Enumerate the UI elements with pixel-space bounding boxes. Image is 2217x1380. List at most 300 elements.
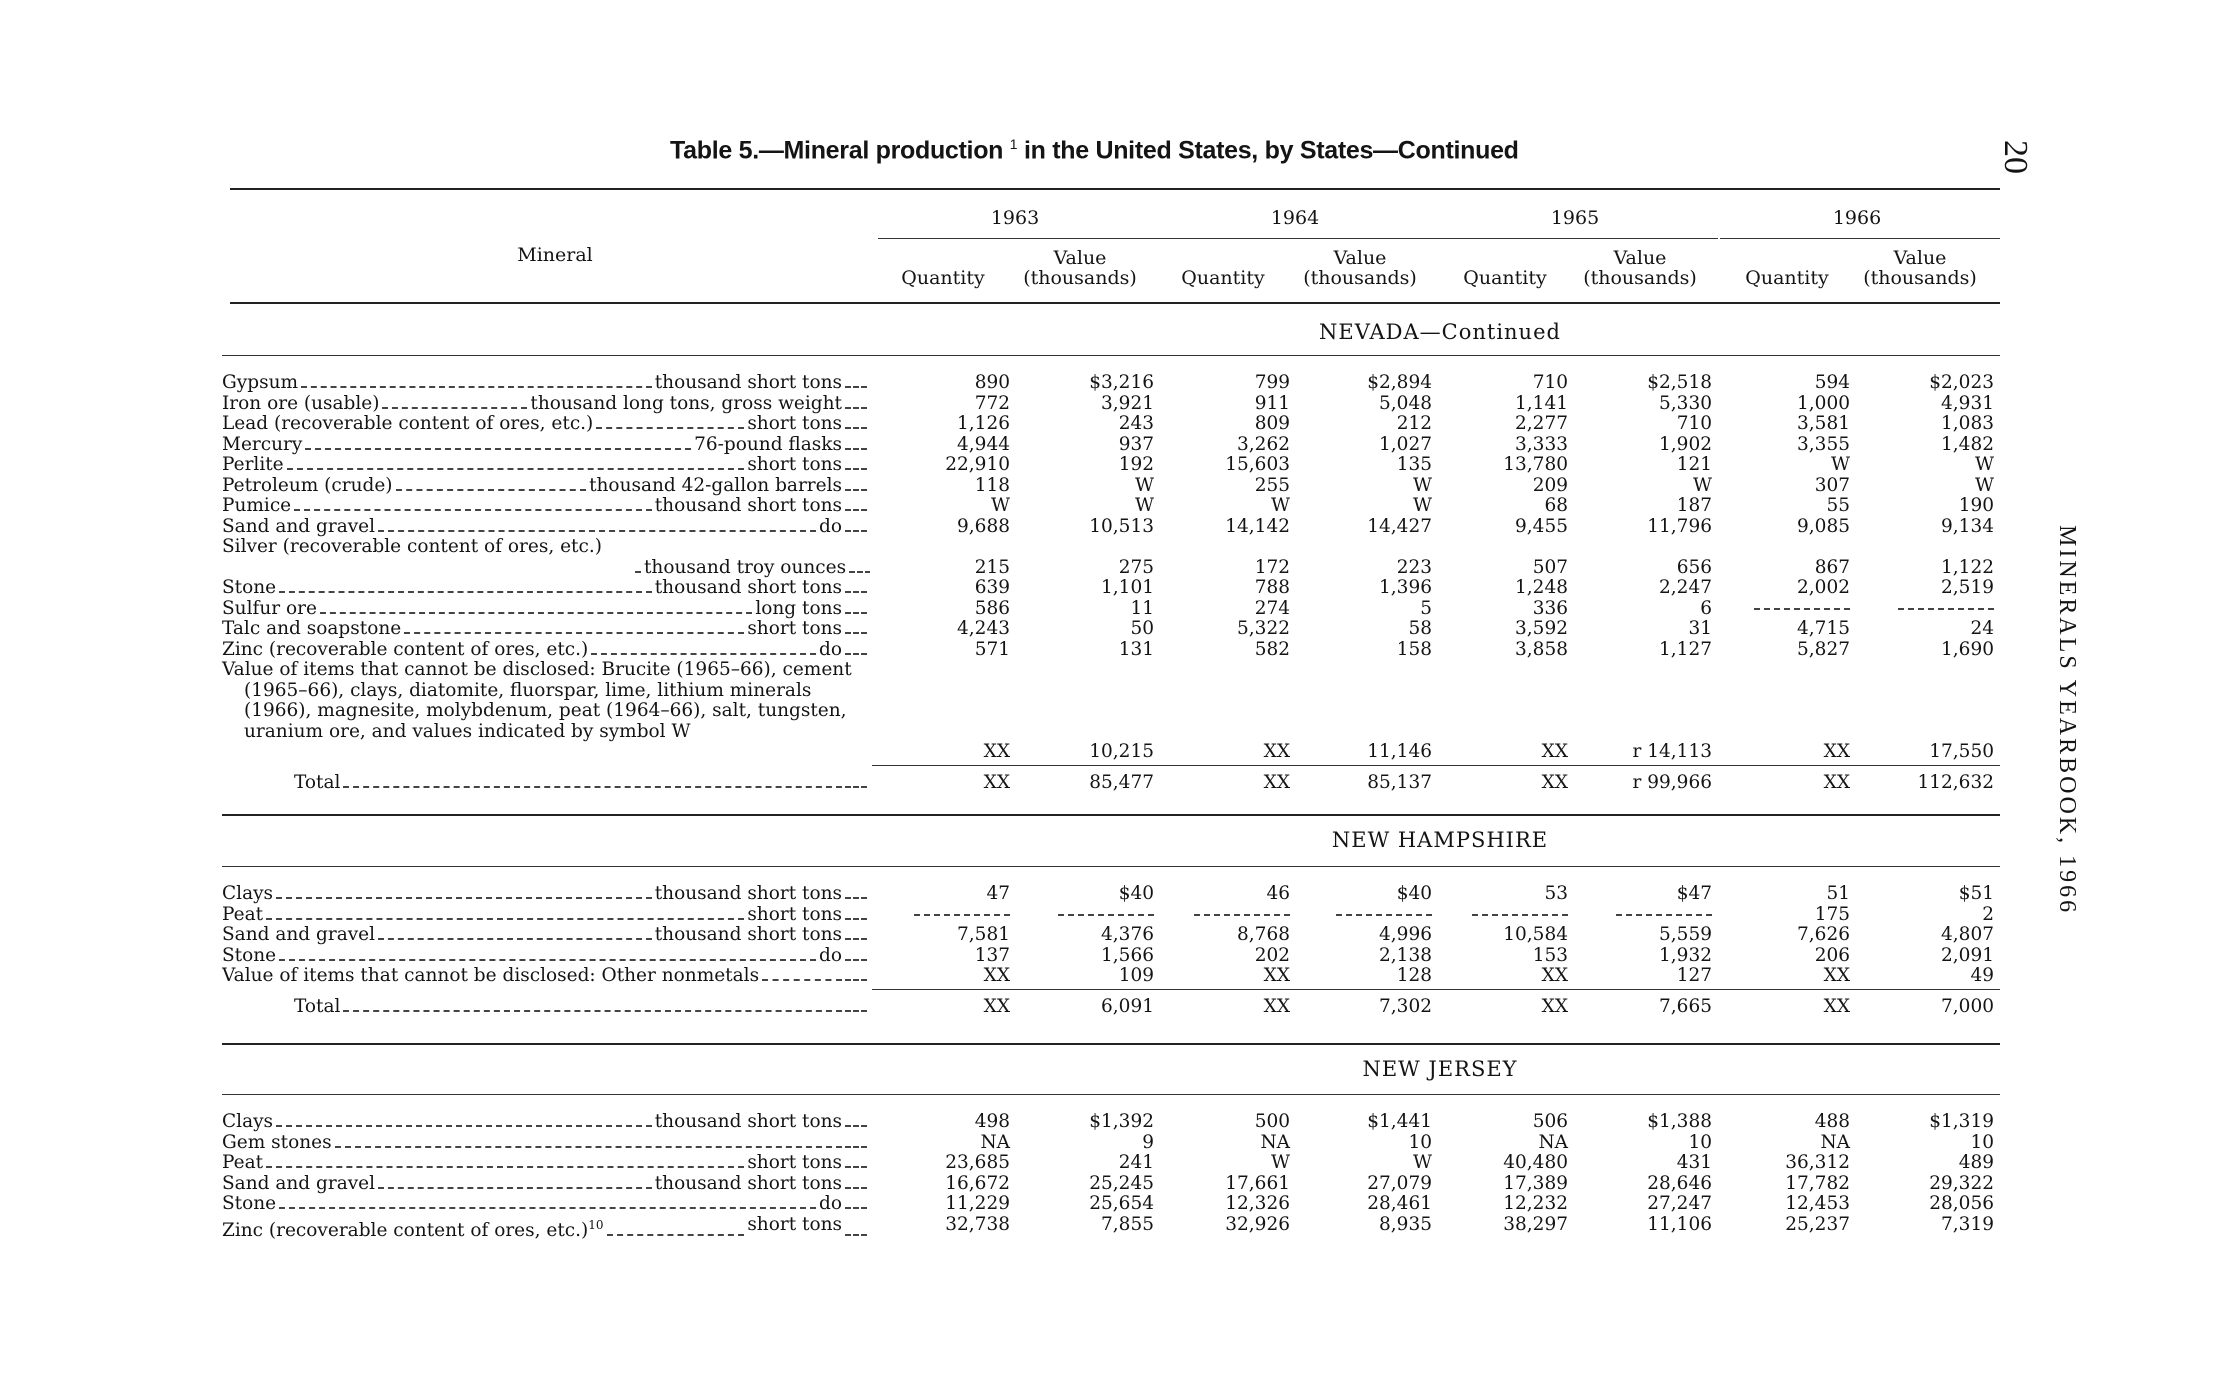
- quantity-cell: 1,000: [1797, 392, 1850, 414]
- value-cell: 5,559: [1659, 924, 1712, 945]
- quantity-cell: 799: [1254, 372, 1290, 393]
- dot-leader-tail: [845, 455, 867, 470]
- value-cell: W: [1974, 474, 1994, 496]
- value-cell: 4,807: [1941, 924, 1994, 945]
- quantity-cell: XX: [1823, 741, 1850, 762]
- quantity-cell: 867: [1814, 556, 1850, 578]
- value-cell: 58: [1408, 618, 1432, 639]
- value-cell: 1,932: [1659, 944, 1712, 966]
- dot-leader: [279, 946, 816, 961]
- dot-leader-tail: [845, 773, 867, 788]
- row-name: Petroleum (crude): [222, 475, 393, 496]
- row-unit: thousand long tons, gross weight: [530, 393, 842, 414]
- dot-leader-tail: [845, 925, 867, 940]
- dot-leader-tail: [845, 640, 867, 655]
- quantity-cell: 16,672: [945, 1172, 1010, 1194]
- quantity-cell: 307: [1814, 474, 1850, 496]
- value-cell: 109: [1118, 965, 1154, 986]
- quantity-cell: 274: [1254, 597, 1290, 619]
- row-name: Stone: [222, 1194, 277, 1214]
- value-cell: 275: [1118, 556, 1154, 578]
- dot-leader-tail: [845, 1194, 867, 1209]
- row-label-line: [222, 496, 870, 516]
- quantity-cell: NA: [1820, 1131, 1850, 1153]
- quantity-cell: 215: [974, 556, 1010, 578]
- year-header: 1963: [990, 207, 1040, 229]
- row-label-text: Value of items that cannot be disclosed: Brucite (1965–66), cement (1965–66), clays, diatomite, fluorspar, lime, lithium minerals (1966), magnesite, molybdenum, peat (1964–66), salt, tungsten, uranium ore, and values indicated by symbol W: [222, 659, 852, 742]
- quantity-cell: 2,002: [1797, 577, 1850, 598]
- value-cell: 7,000: [1941, 995, 1994, 1017]
- quantity-cell: 17,782: [1785, 1172, 1850, 1194]
- total-rule: [872, 765, 2000, 766]
- value-cell: W: [1692, 474, 1712, 496]
- value-cell: $2,023: [1929, 372, 1994, 393]
- blank-dash: [1898, 608, 1994, 610]
- value-cell: 11,146: [1367, 741, 1432, 762]
- value-cell: 7,665: [1659, 995, 1712, 1017]
- dot-leader-tail: [845, 946, 867, 961]
- row-label-line: [222, 619, 870, 639]
- quantity-cell: 9,688: [957, 515, 1010, 537]
- state-rule: [222, 1094, 2000, 1095]
- quantity-cell: XX: [1541, 995, 1568, 1017]
- value-cell: 3,921: [1101, 392, 1154, 414]
- quantity-cell: NA: [1538, 1131, 1568, 1153]
- value-cell: 243: [1118, 413, 1154, 434]
- value-cell: W: [1412, 1152, 1432, 1173]
- value-cell: $3,216: [1089, 372, 1154, 393]
- row-label-line: [222, 1194, 870, 1214]
- quantity-cell: NA: [1260, 1131, 1290, 1153]
- value-cell: 11: [1130, 597, 1154, 619]
- quantity-cell: 68: [1544, 495, 1568, 516]
- quantity-cell: 32,926: [1225, 1213, 1290, 1235]
- state-heading: NEW HAMPSHIRE: [1331, 828, 1549, 852]
- dot-leader: [591, 640, 816, 655]
- dot-leader-tail: [845, 1174, 867, 1189]
- dot-leader-tail: [845, 1133, 867, 1148]
- row-label-line: [222, 1215, 870, 1241]
- value-cell: 223: [1396, 556, 1432, 578]
- row-unit: short tons: [747, 619, 842, 639]
- value-cell: 937: [1118, 433, 1154, 455]
- row-name: Perlite: [222, 455, 284, 475]
- row-name: Zinc (recoverable content of ores, etc.): [222, 639, 589, 660]
- dot-leader-tail: [845, 1112, 867, 1127]
- row-label-line: [222, 414, 870, 434]
- quantity-cell: 9,085: [1797, 515, 1850, 537]
- row-label-line: [222, 558, 870, 578]
- blank-dash: [1616, 914, 1712, 916]
- value-cell: 158: [1396, 638, 1432, 660]
- value-cell: $1,392: [1089, 1111, 1154, 1132]
- quantity-cell: XX: [1263, 741, 1290, 762]
- dot-leader: [276, 1112, 652, 1127]
- value-cell: 11,106: [1647, 1213, 1712, 1235]
- header-bottom-rule: [230, 302, 2000, 304]
- value-cell: 1,566: [1101, 944, 1154, 966]
- value-header: Value (thousands): [1863, 247, 1977, 289]
- section-rule: [222, 1043, 2000, 1045]
- quantity-cell: W: [1830, 454, 1850, 475]
- value-cell: 131: [1118, 638, 1154, 660]
- state-rule: [222, 355, 2000, 356]
- value-cell: 25,245: [1089, 1172, 1154, 1194]
- row-label-line: [222, 640, 870, 660]
- row-label-line: [222, 905, 870, 925]
- quantity-cell: XX: [1263, 771, 1290, 793]
- row-name: Talc and soapstone: [222, 619, 402, 639]
- value-cell: 10: [1970, 1131, 1994, 1153]
- quantity-cell: 38,297: [1503, 1213, 1568, 1235]
- dot-leader: [607, 1215, 745, 1236]
- dot-leader-tail: [845, 1215, 867, 1236]
- quantity-cell: 8,768: [1237, 924, 1290, 945]
- row-unit: do: [819, 1194, 842, 1214]
- blank-dash: [1754, 608, 1850, 610]
- value-cell: 1,902: [1659, 433, 1712, 455]
- quantity-cell: 3,355: [1797, 433, 1850, 455]
- row-unit: thousand short tons: [654, 578, 842, 598]
- quantity-header: Quantity: [1463, 267, 1547, 289]
- quantity-cell: 17,661: [1225, 1172, 1290, 1194]
- blank-dash: [914, 914, 1010, 916]
- value-cell: 17,550: [1929, 741, 1994, 762]
- quantity-cell: XX: [1823, 995, 1850, 1017]
- quantity-cell: XX: [983, 995, 1010, 1017]
- value-cell: 7,302: [1379, 995, 1432, 1017]
- quantity-cell: 9,455: [1515, 515, 1568, 537]
- dot-leader-tail: [845, 884, 867, 899]
- value-cell: 49: [1970, 965, 1994, 986]
- value-cell: 1,027: [1379, 433, 1432, 455]
- quantity-cell: 710: [1532, 372, 1568, 393]
- row-label-line: [222, 884, 870, 904]
- value-cell: 121: [1676, 454, 1712, 475]
- value-cell: 5: [1420, 597, 1432, 619]
- value-cell: $1,319: [1929, 1111, 1994, 1132]
- year-rule: [1720, 238, 2000, 239]
- dot-leader-tail: [845, 476, 867, 491]
- quantity-cell: 4,715: [1797, 618, 1850, 639]
- dot-leader: [335, 1133, 842, 1148]
- row-name: Clays: [222, 1112, 274, 1132]
- dot-leader-tail: [845, 578, 867, 593]
- value-cell: 1,396: [1379, 577, 1432, 598]
- value-cell: 10,513: [1089, 515, 1154, 537]
- value-cell: 25,654: [1089, 1193, 1154, 1214]
- quantity-cell: 3,592: [1515, 618, 1568, 639]
- total-rule: [872, 989, 2000, 990]
- dot-leader-tail: [845, 517, 867, 532]
- value-cell: 7,855: [1101, 1213, 1154, 1235]
- row-unit: thousand short tons: [654, 1112, 842, 1132]
- row-unit: short tons: [747, 904, 842, 925]
- quantity-header: Quantity: [1745, 267, 1829, 289]
- quantity-cell: 4,944: [957, 433, 1010, 455]
- value-cell: 1,122: [1941, 556, 1994, 578]
- value-cell: 212: [1396, 413, 1432, 434]
- running-head: MINERALS YEARBOOK, 1966: [2054, 525, 2080, 916]
- dot-leader: [343, 997, 842, 1012]
- quantity-cell: XX: [1263, 965, 1290, 986]
- quantity-cell: 498: [974, 1111, 1010, 1132]
- quantity-cell: 137: [974, 944, 1010, 966]
- quantity-cell: W: [1270, 495, 1290, 516]
- dot-leader: [378, 925, 652, 940]
- value-header: Value (thousands): [1023, 247, 1137, 289]
- row-label-line: [222, 1174, 870, 1194]
- value-cell: 5,330: [1659, 392, 1712, 414]
- blank-dash: [1194, 914, 1290, 916]
- value-cell: $1,441: [1367, 1111, 1432, 1132]
- value-cell: 656: [1676, 556, 1712, 578]
- row-name: Sulfur ore: [222, 598, 317, 619]
- value-cell: 112,632: [1917, 771, 1994, 793]
- quantity-cell: 55: [1826, 495, 1850, 516]
- row-label: Silver (recoverable content of ores, etc.): [222, 536, 602, 557]
- row-label-line: [222, 997, 870, 1017]
- value-cell: W: [1412, 495, 1432, 516]
- dot-leader: [596, 414, 744, 429]
- value-cell: 6: [1700, 597, 1712, 619]
- quantity-cell: 175: [1814, 903, 1850, 925]
- dot-leader-tail: [845, 373, 867, 388]
- quantity-cell: 336: [1532, 597, 1568, 619]
- value-cell: 2,091: [1941, 944, 1994, 966]
- value-cell: 28,646: [1647, 1172, 1712, 1194]
- value-cell: 9: [1142, 1131, 1154, 1153]
- dot-leader: [294, 496, 652, 511]
- dot-leader-tail: [845, 414, 867, 429]
- quantity-cell: XX: [1541, 771, 1568, 793]
- row-label-line: [222, 394, 870, 414]
- value-cell: W: [1412, 474, 1432, 496]
- year-rule: [1438, 238, 1718, 239]
- value-cell: 24: [1970, 618, 1994, 639]
- row-name: Sand and gravel: [222, 925, 376, 945]
- quantity-cell: 788: [1254, 577, 1290, 598]
- quantity-cell: XX: [1823, 771, 1850, 793]
- value-cell: $40: [1118, 883, 1154, 904]
- page-number: 20: [1997, 140, 2034, 174]
- row-unit: do: [819, 516, 842, 537]
- quantity-cell: XX: [983, 965, 1010, 986]
- row-label-line: [222, 925, 870, 945]
- row-name: Sand and gravel: [222, 516, 376, 537]
- quantity-cell: 1,141: [1515, 392, 1568, 414]
- quantity-cell: 772: [974, 392, 1010, 414]
- dot-leader-tail: [845, 619, 867, 634]
- quantity-cell: 5,322: [1237, 618, 1290, 639]
- quantity-cell: 639: [974, 577, 1010, 598]
- quantity-cell: 36,312: [1785, 1152, 1850, 1173]
- dot-leader: [279, 1194, 816, 1209]
- quantity-cell: 153: [1532, 944, 1568, 966]
- blank-dash: [1472, 914, 1568, 916]
- row-unit: 76-pound flasks: [694, 434, 842, 455]
- quantity-cell: 571: [974, 638, 1010, 660]
- quantity-cell: 17,389: [1503, 1172, 1568, 1194]
- value-cell: 1,482: [1941, 433, 1994, 455]
- dot-leader: [276, 884, 652, 899]
- value-cell: 85,477: [1089, 771, 1154, 793]
- dot-leader-tail: [845, 599, 867, 614]
- row-unit: thousand 42-gallon barrels: [589, 475, 842, 496]
- year-header: 1966: [1832, 207, 1882, 229]
- quantity-cell: XX: [983, 771, 1010, 793]
- value-cell: 7,319: [1941, 1213, 1994, 1235]
- quantity-cell: 51: [1826, 883, 1850, 904]
- quantity-cell: NA: [980, 1131, 1010, 1153]
- value-cell: 27,247: [1647, 1193, 1712, 1214]
- year-rule: [878, 238, 1158, 239]
- dot-leader: [279, 578, 652, 593]
- mineral-column-header: Mineral: [517, 244, 593, 266]
- dot-leader-tail: [845, 1153, 867, 1168]
- row-unit: short tons: [747, 1153, 842, 1173]
- value-cell: 1,127: [1659, 638, 1712, 660]
- quantity-cell: 7,581: [957, 924, 1010, 945]
- value-cell: $51: [1958, 883, 1994, 904]
- dot-leader: [301, 373, 652, 388]
- quantity-cell: 5,827: [1797, 638, 1850, 660]
- quantity-cell: 1,248: [1515, 577, 1568, 598]
- row-name: Total: [294, 772, 341, 793]
- value-cell: 241: [1118, 1152, 1154, 1173]
- row-name: Iron ore (usable): [222, 393, 380, 414]
- value-cell: 31: [1688, 618, 1712, 639]
- dot-leader-tail: [845, 905, 867, 920]
- row-unit: do: [819, 639, 842, 660]
- quantity-cell: XX: [1263, 995, 1290, 1017]
- quantity-header: Quantity: [1181, 267, 1265, 289]
- footnote-ref: 10: [588, 1217, 604, 1232]
- value-cell: 8,935: [1379, 1213, 1432, 1235]
- quantity-cell: 11,229: [945, 1193, 1010, 1214]
- row-name: Total: [294, 996, 341, 1017]
- value-cell: 135: [1396, 454, 1432, 475]
- value-cell: 489: [1958, 1152, 1994, 1173]
- dot-leader-tail: [849, 558, 870, 573]
- value-cell: 9,134: [1941, 515, 1994, 537]
- value-cell: W: [1134, 495, 1154, 516]
- row-unit: thousand short tons: [654, 925, 842, 945]
- value-cell: W: [1134, 474, 1154, 496]
- dot-leader-tail: [845, 997, 867, 1012]
- quantity-cell: 13,780: [1503, 454, 1568, 475]
- blank-dash: [1336, 914, 1432, 916]
- dot-leader: [378, 1174, 652, 1189]
- quantity-cell: 594: [1814, 372, 1850, 393]
- value-cell: 2,138: [1379, 944, 1432, 966]
- dot-leader: [396, 476, 587, 491]
- row-name: Sand and gravel: [222, 1173, 376, 1194]
- quantity-cell: 582: [1254, 638, 1290, 660]
- quantity-cell: 202: [1254, 944, 1290, 966]
- value-cell: 187: [1676, 495, 1712, 516]
- row-name: Peat: [222, 1153, 264, 1173]
- value-cell: 192: [1118, 454, 1154, 475]
- value-cell: 4,931: [1941, 392, 1994, 414]
- row-unit: short tons: [747, 414, 842, 434]
- row-unit: short tons: [747, 1214, 842, 1235]
- quantity-cell: 3,858: [1515, 638, 1568, 660]
- quantity-cell: W: [1270, 1152, 1290, 1173]
- state-heading: NEVADA—Continued: [1319, 320, 1561, 344]
- value-cell: 4,996: [1379, 924, 1432, 945]
- quantity-cell: 1,126: [957, 413, 1010, 434]
- quantity-cell: 3,262: [1237, 433, 1290, 455]
- blank-dash: [1058, 914, 1154, 916]
- dot-leader: [343, 773, 842, 788]
- quantity-cell: 12,453: [1785, 1193, 1850, 1214]
- dot-leader: [382, 394, 527, 409]
- dot-leader-tail: [845, 496, 867, 511]
- dot-leader: [635, 558, 641, 573]
- quantity-cell: 506: [1532, 1111, 1568, 1132]
- row-label-line: [222, 1112, 870, 1132]
- row-name: Zinc (recoverable content of ores, etc.)$^{10}$: [222, 1217, 604, 1241]
- quantity-cell: 172: [1254, 556, 1290, 578]
- row-label-line: [222, 455, 870, 475]
- quantity-cell: W: [990, 495, 1010, 516]
- quantity-cell: 14,142: [1225, 515, 1290, 537]
- quantity-cell: 15,603: [1225, 454, 1290, 475]
- quantity-cell: 206: [1814, 944, 1850, 966]
- quantity-cell: XX: [1823, 965, 1850, 986]
- value-cell: 2,519: [1941, 577, 1994, 598]
- value-cell: 127: [1676, 965, 1712, 986]
- top-rule: [230, 188, 2000, 190]
- quantity-cell: 586: [974, 597, 1010, 619]
- row-label-line: [222, 476, 870, 496]
- quantity-cell: 53: [1544, 883, 1568, 904]
- value-header: Value (thousands): [1583, 247, 1697, 289]
- state-rule: [222, 866, 2000, 867]
- row-label-line: [222, 773, 870, 793]
- row-name: Stone: [222, 578, 277, 598]
- dot-leader: [266, 1153, 744, 1168]
- value-cell: $47: [1676, 883, 1712, 904]
- quantity-cell: 809: [1254, 413, 1290, 434]
- row-name: Gypsum: [222, 373, 299, 393]
- value-cell: 1,101: [1101, 577, 1154, 598]
- row-name: Mercury: [222, 434, 303, 455]
- year-header: 1965: [1550, 207, 1600, 229]
- quantity-header: Quantity: [901, 267, 985, 289]
- table-title: Table 5.—Mineral production $^1$ in the United States, by States—Continued: [670, 136, 1519, 165]
- value-cell: 28,461: [1367, 1193, 1432, 1214]
- value-cell: 2,247: [1659, 577, 1712, 598]
- quantity-cell: 7,626: [1797, 924, 1850, 945]
- dot-leader: [404, 619, 744, 634]
- dot-leader: [266, 905, 744, 920]
- value-cell: 4,376: [1101, 924, 1154, 945]
- row-name: Clays: [222, 884, 274, 904]
- quantity-cell: 890: [974, 372, 1010, 393]
- row-label-line: [222, 1133, 870, 1153]
- value-cell: 431: [1676, 1152, 1712, 1173]
- row-unit: thousand short tons: [654, 373, 842, 393]
- value-cell: 128: [1396, 965, 1432, 986]
- value-cell: 5,048: [1379, 392, 1432, 414]
- row-unit: thousand short tons: [654, 1173, 842, 1194]
- row-label-line: [222, 946, 870, 966]
- value-cell: 11,796: [1647, 515, 1712, 537]
- row-unit: thousand short tons: [654, 884, 842, 904]
- dot-leader: [762, 966, 842, 981]
